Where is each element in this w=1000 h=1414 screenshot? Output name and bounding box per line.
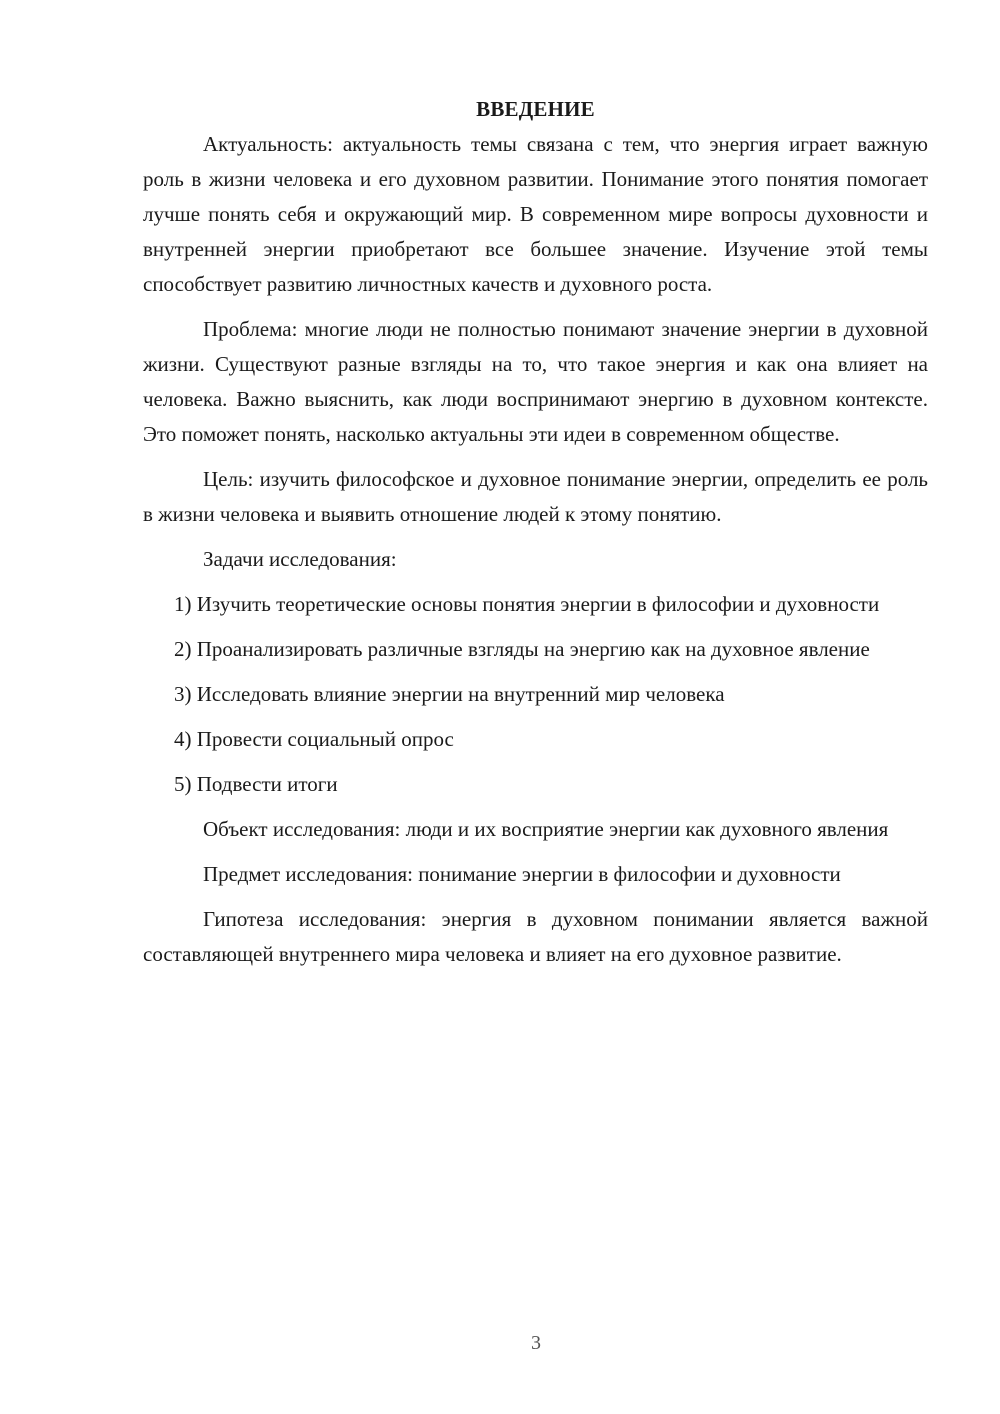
task-item: 2) Проанализировать различные взгляды на энергию как на духовное явление	[174, 637, 870, 661]
page-number: 3	[531, 1332, 541, 1354]
task-item: 4) Провести социальный опрос	[174, 727, 454, 751]
tasks-heading: Задачи исследования:	[203, 547, 397, 571]
hypothesis-paragraph: Гипотеза исследования: энергия в духовном понимании является важной составляющей внутреннего мира человека и влияет на его духовное развитие.	[143, 907, 928, 966]
task-item: 1) Изучить теоретические основы понятия энергии в философии и духовности	[174, 592, 880, 616]
document-page	[143, 92, 928, 972]
page-title: ВВЕДЕНИЕ	[476, 97, 595, 121]
task-item: 5) Подвести итоги	[174, 772, 338, 796]
task-item: 3) Исследовать влияние энергии на внутренний мир человека	[174, 682, 725, 706]
relevance-paragraph: Актуальность: актуальность темы связана с тем, что энергия играет важную роль в жизни человека и его духовном развитии. Понимание этого понятия помогает лучше понять себя и окружающий мир. В современном мире вопросы духовности и внутренней энергии приобретают все большее значение. Изучение этой темы способствует развитию личностных качеств и духовного роста.	[143, 132, 928, 296]
problem-paragraph: Проблема: многие люди не полностью понимают значение энергии в духовной жизни. Существуют разные взгляды на то, что такое энергия и как она влияет на человека. Важно выяснить, как люди воспринимают энергию в духовном контексте. Это поможет понять, насколько актуальны эти идеи в современном обществе.	[143, 317, 928, 446]
object-paragraph: Объект исследования: люди и их восприятие энергии как духовного явления	[203, 817, 889, 841]
goal-paragraph: Цель: изучить философское и духовное понимание энергии, определить ее роль в жизни человека и выявить отношение людей к этому понятию.	[143, 467, 928, 526]
subject-paragraph: Предмет исследования: понимание энергии в философии и духовности	[203, 862, 841, 886]
